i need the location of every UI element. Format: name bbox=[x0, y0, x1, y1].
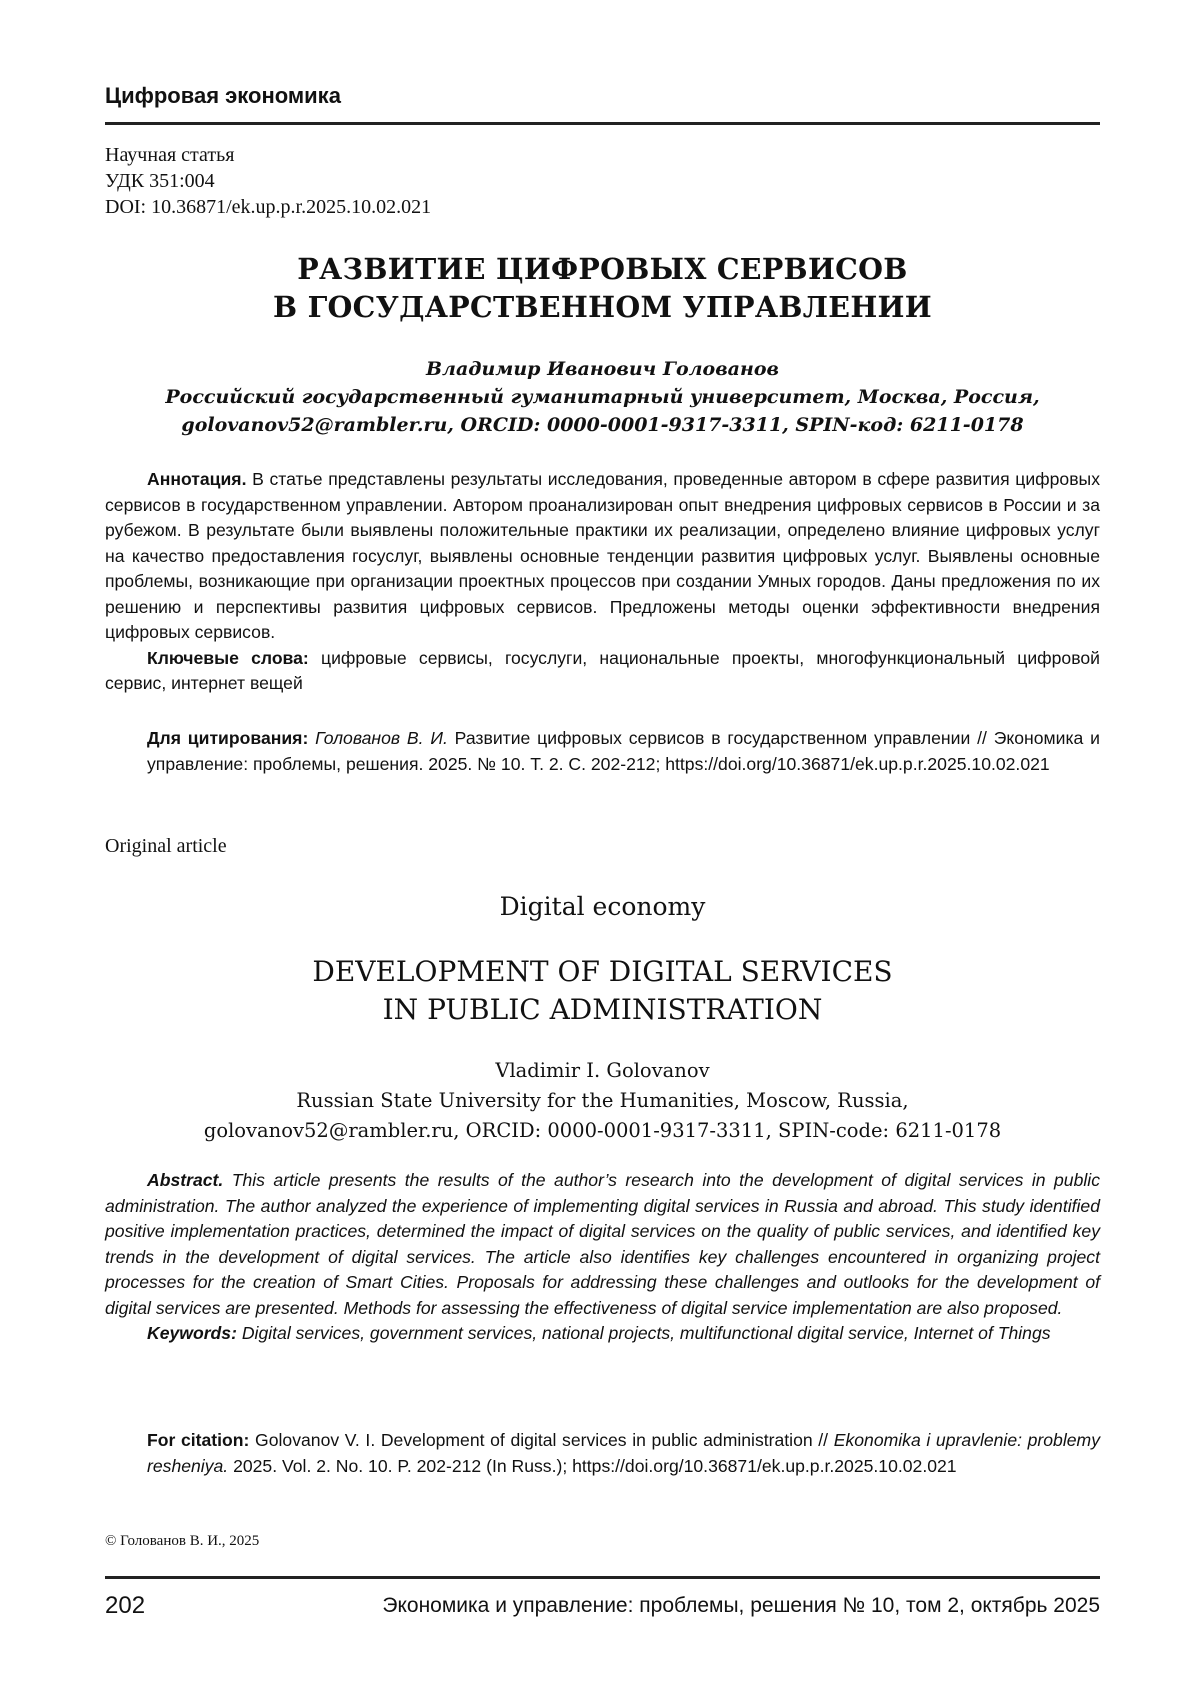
title-ru-line2: В ГОСУДАРСТВЕННОМ УПРАВЛЕНИИ bbox=[272, 290, 933, 324]
section-en: Digital economy bbox=[499, 892, 706, 921]
contacts-en: golovanov52@rambler.ru, ORCID: 0000-0001-9317-3311, SPIN-code: 6211-0178 bbox=[203, 1119, 1002, 1142]
title-en-line2: IN PUBLIC ADMINISTRATION bbox=[382, 993, 823, 1026]
abstract-ru-text: В статье представлены результаты исследования, проведенные автором в сфере развития цифровых сервисов в государственном управлении. Автором проанализирован опыт внедрения цифровых сервисов в России и за рубежом. В результате были выявлены положительные практики их реализации, определено влияние цифровых услуг на качество предоставления госуслуг, выявлены основные тенденции развития цифровых услуг. Выявлены основные проблемы, возникающие при организации проектных процессов при создании Умных городов. Даны предложения по их решению и перспективы развития цифровых сервисов. Предложены методы оценки эффективности внедрения цифровых сервисов. bbox=[105, 469, 1100, 642]
contacts-ru: golovanov52@rambler.ru, ORCID: 0000-0001-9317-3311, SPIN-код: 6211-0178 bbox=[181, 414, 1024, 436]
journal-footer: Экономика и управление: проблемы, решения № 10, том 2, октябрь 2025 bbox=[382, 1594, 1100, 1617]
running-section-header: Цифровая экономика bbox=[105, 83, 341, 108]
abstract-en-paragraph bbox=[105, 1168, 1100, 1321]
header-rule bbox=[105, 122, 1100, 125]
citation-en-label: For citation: bbox=[147, 1430, 250, 1450]
affiliation-en: Russian State University for the Humanities, Moscow, Russia, bbox=[296, 1089, 909, 1112]
title-ru bbox=[105, 250, 1100, 326]
keywords-ru-label: Ключевые слова: bbox=[147, 647, 309, 668]
citation-ru-author: Голованов В. И. bbox=[308, 728, 448, 748]
author-name-ru: Владимир Иванович Голованов bbox=[426, 358, 779, 380]
citation-ru bbox=[147, 726, 1100, 777]
abstract-ru-label: Аннотация. bbox=[147, 469, 247, 489]
keywords-ru-paragraph bbox=[105, 646, 1100, 697]
abstract-ru-paragraph bbox=[105, 467, 1100, 646]
affiliation-ru: Российский государственный гуманитарный университет, Москва, Россия, bbox=[165, 386, 1040, 408]
citation-ru-label: Для цитирования: bbox=[147, 728, 309, 748]
keywords-en-paragraph bbox=[105, 1321, 1100, 1347]
keywords-en-text: Digital services, government services, national projects, multifunctional digital service, Internet of Things bbox=[236, 1323, 1051, 1343]
keywords-ru-text: цифровые сервисы, госуслуги, национальные проекты, многофункциональный цифровой сервис, интернет вещей bbox=[105, 647, 1100, 693]
citation-en-text-1: Golovanov V. I. Development of digital services in public administration // bbox=[249, 1430, 834, 1450]
citation-en bbox=[147, 1428, 1100, 1479]
abstract-en-label: Abstract. bbox=[147, 1170, 224, 1190]
udc-code: УДК 351:004 bbox=[105, 170, 215, 192]
author-name-en: Vladimir I. Golovanov bbox=[495, 1059, 710, 1082]
article-meta bbox=[105, 142, 431, 220]
title-ru-line1: РАЗВИТИЕ ЦИФРОВЫХ СЕРВИСОВ bbox=[297, 252, 908, 286]
citation-en-journal: Ekonomika i upravlenie: problemy resheniya. bbox=[147, 1430, 1100, 1476]
abstract-en bbox=[105, 1168, 1100, 1347]
author-block-ru bbox=[105, 355, 1100, 439]
keywords-en-label: Keywords: bbox=[147, 1323, 237, 1343]
footer-rule bbox=[105, 1576, 1100, 1579]
original-article-label: Original article bbox=[105, 835, 227, 857]
copyright: © Голованов В. И., 2025 bbox=[105, 1533, 260, 1549]
title-en-line1: DEVELOPMENT OF DIGITAL SERVICES bbox=[312, 955, 893, 988]
doi: DOI: 10.36871/ek.up.p.r.2025.10.02.021 bbox=[105, 196, 432, 218]
abstract-ru bbox=[105, 467, 1100, 697]
citation-ru-text: Развитие цифровых сервисов в государственном управлении // Экономика и управление: проблемы, решения. 2025. № 10. Т. 2. С. 202-212; https://doi.org/10.36871/ek.up.p.r.2025.10.02.021 bbox=[147, 728, 1101, 774]
article-type: Научная статья bbox=[105, 144, 235, 166]
title-en bbox=[105, 953, 1100, 1029]
page-number: 202 bbox=[105, 1592, 146, 1619]
abstract-en-text: This article presents the results of the author’s research into the development of digital services in public administration. The author analyzed the experience of implementing digital services in Russia and abroad. This study identified positive implementation practices, determined the impact of digital services on the quality of public services, and identified key trends in the development of digital services. The article also identifies key challenges encountered in organizing project processes for the creation of Smart Cities. Proposals for addressing these challenges and outlooks for the development of digital services are presented. Methods for assessing the effectiveness of digital service implementation are also proposed. bbox=[105, 1170, 1100, 1318]
author-block-en bbox=[105, 1056, 1100, 1146]
citation-en-text-2: 2025. Vol. 2. No. 10. P. 202-212 (In Russ.); https://doi.org/10.36871/ek.up.p.r.2025.10.02.021 bbox=[228, 1455, 957, 1476]
